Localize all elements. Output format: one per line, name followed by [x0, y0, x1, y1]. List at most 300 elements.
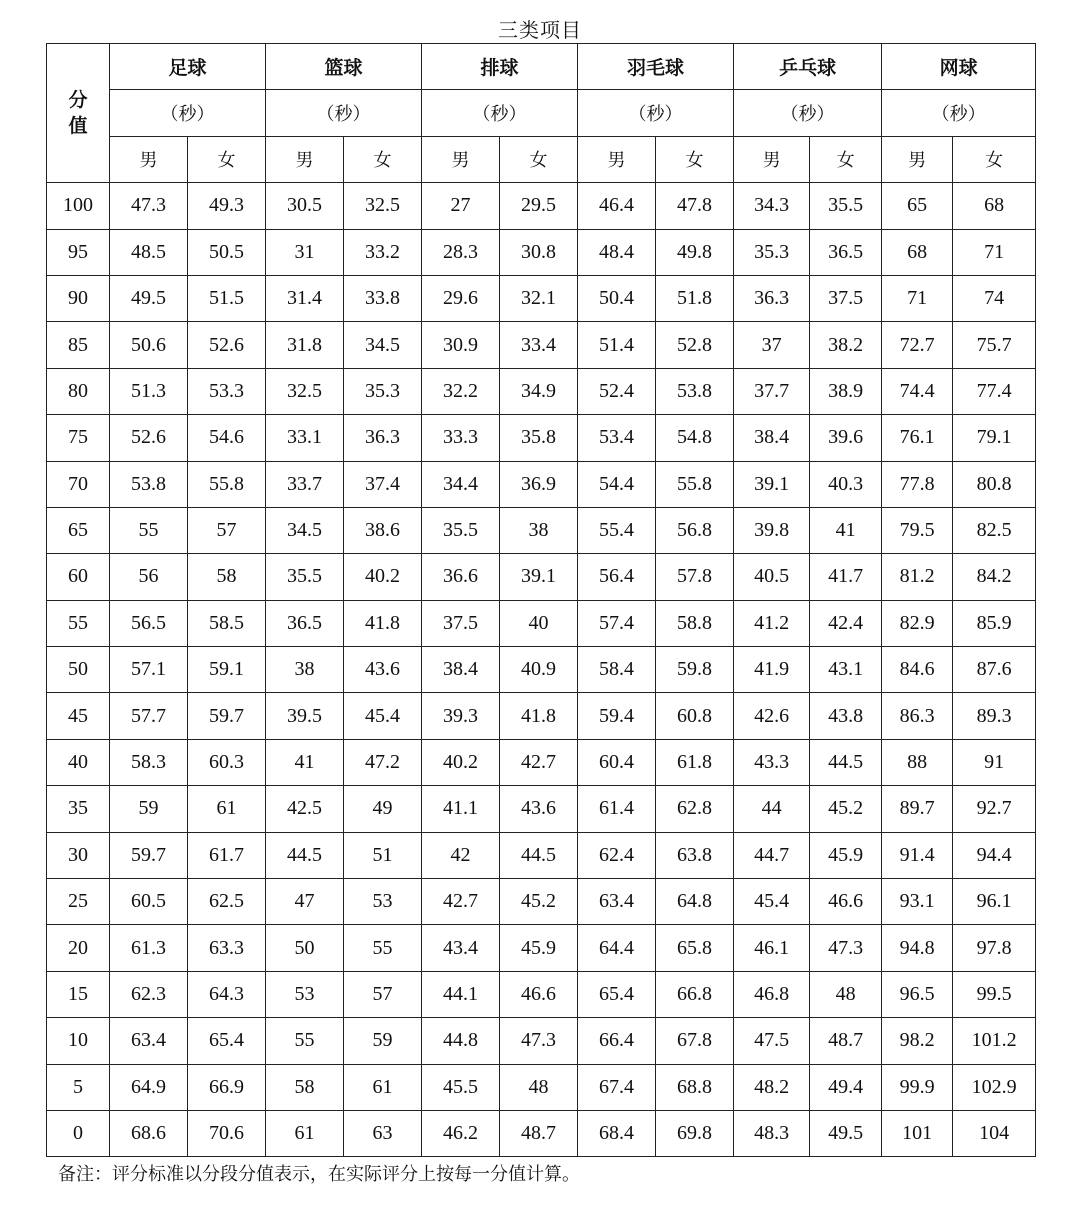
time-cell: 81.2	[882, 554, 953, 600]
time-cell: 53	[344, 879, 422, 925]
table-row	[47, 1018, 1036, 1064]
gender-header-female: 女	[500, 136, 578, 182]
score-cell: 45	[47, 693, 110, 739]
time-cell: 89.7	[882, 786, 953, 832]
score-cell: 40	[47, 739, 110, 785]
time-cell: 46.8	[734, 971, 810, 1017]
table-row	[47, 1110, 1036, 1156]
time-cell: 96.5	[882, 971, 953, 1017]
sport-header-badminton: 羽毛球	[578, 44, 734, 90]
time-cell: 40.9	[500, 647, 578, 693]
time-cell: 40.3	[810, 461, 882, 507]
gender-header-male: 男	[266, 136, 344, 182]
time-cell: 58.3	[110, 739, 188, 785]
time-cell: 39.6	[810, 415, 882, 461]
time-cell: 71	[953, 229, 1036, 275]
time-cell: 60.3	[188, 739, 266, 785]
table-row	[47, 507, 1036, 553]
sport-header-basketball: 篮球	[266, 44, 422, 90]
time-cell: 45.2	[500, 879, 578, 925]
time-cell: 49.4	[810, 1064, 882, 1110]
table-row	[47, 647, 1036, 693]
time-cell: 66.8	[656, 971, 734, 1017]
time-cell: 45.5	[422, 1064, 500, 1110]
time-cell: 38.6	[344, 507, 422, 553]
time-cell: 36.3	[734, 275, 810, 321]
score-cell: 5	[47, 1064, 110, 1110]
time-cell: 77.4	[953, 368, 1036, 414]
score-cell: 15	[47, 971, 110, 1017]
time-cell: 71	[882, 275, 953, 321]
time-cell: 53.3	[188, 368, 266, 414]
time-cell: 54.4	[578, 461, 656, 507]
time-cell: 34.5	[266, 507, 344, 553]
time-cell: 61	[188, 786, 266, 832]
time-cell: 36.9	[500, 461, 578, 507]
time-cell: 56.8	[656, 507, 734, 553]
time-cell: 53.8	[656, 368, 734, 414]
sport-header-volleyball: 排球	[422, 44, 578, 90]
time-cell: 47.3	[110, 183, 188, 229]
time-cell: 29.6	[422, 275, 500, 321]
time-cell: 67.8	[656, 1018, 734, 1064]
footnote: 备注：评分标准以分段分值表示，在实际评分上按每一分值计算。	[58, 1164, 580, 1185]
time-cell: 34.3	[734, 183, 810, 229]
time-cell: 51.5	[188, 275, 266, 321]
time-cell: 99.9	[882, 1064, 953, 1110]
time-cell: 48.7	[500, 1110, 578, 1156]
time-cell: 89.3	[953, 693, 1036, 739]
time-cell: 61.3	[110, 925, 188, 971]
time-cell: 37.5	[422, 600, 500, 646]
time-cell: 37.7	[734, 368, 810, 414]
table-row	[47, 368, 1036, 414]
time-cell: 38	[266, 647, 344, 693]
time-cell: 101	[882, 1110, 953, 1156]
time-cell: 33.7	[266, 461, 344, 507]
table-row	[47, 693, 1036, 739]
time-cell: 40	[500, 600, 578, 646]
time-cell: 43.1	[810, 647, 882, 693]
time-cell: 42.5	[266, 786, 344, 832]
score-cell: 50	[47, 647, 110, 693]
time-cell: 38.4	[734, 415, 810, 461]
time-cell: 49	[344, 786, 422, 832]
table-row	[47, 971, 1036, 1017]
time-cell: 50.5	[188, 229, 266, 275]
time-cell: 63.8	[656, 832, 734, 878]
table-row	[47, 925, 1036, 971]
time-cell: 43.6	[500, 786, 578, 832]
table-row	[47, 275, 1036, 321]
time-cell: 40.2	[422, 739, 500, 785]
time-cell: 43.8	[810, 693, 882, 739]
score-cell: 95	[47, 229, 110, 275]
time-cell: 67.4	[578, 1064, 656, 1110]
time-cell: 65.8	[656, 925, 734, 971]
time-cell: 55.8	[188, 461, 266, 507]
gender-header-male: 男	[422, 136, 500, 182]
time-cell: 36.6	[422, 554, 500, 600]
time-cell: 33.8	[344, 275, 422, 321]
time-cell: 66.9	[188, 1064, 266, 1110]
time-cell: 51.3	[110, 368, 188, 414]
gender-header-female: 女	[810, 136, 882, 182]
time-cell: 41.8	[344, 600, 422, 646]
score-cell: 20	[47, 925, 110, 971]
time-cell: 55.8	[656, 461, 734, 507]
time-cell: 63.4	[578, 879, 656, 925]
time-cell: 86.3	[882, 693, 953, 739]
score-column-header	[47, 44, 110, 183]
time-cell: 59.7	[110, 832, 188, 878]
time-cell: 29.5	[500, 183, 578, 229]
time-cell: 62.3	[110, 971, 188, 1017]
time-cell: 101.2	[953, 1018, 1036, 1064]
time-cell: 57	[188, 507, 266, 553]
time-cell: 42	[422, 832, 500, 878]
time-cell: 60.4	[578, 739, 656, 785]
time-cell: 30.5	[266, 183, 344, 229]
time-cell: 44.1	[422, 971, 500, 1017]
time-cell: 62.5	[188, 879, 266, 925]
time-cell: 65	[882, 183, 953, 229]
time-cell: 32.5	[344, 183, 422, 229]
table-header	[47, 44, 1036, 183]
time-cell: 63.3	[188, 925, 266, 971]
time-cell: 44.8	[422, 1018, 500, 1064]
gender-header-male: 男	[734, 136, 810, 182]
score-cell: 0	[47, 1110, 110, 1156]
score-cell: 10	[47, 1018, 110, 1064]
time-cell: 36.5	[810, 229, 882, 275]
time-cell: 39.5	[266, 693, 344, 739]
time-cell: 47.8	[656, 183, 734, 229]
time-cell: 97.8	[953, 925, 1036, 971]
time-cell: 43.3	[734, 739, 810, 785]
time-cell: 37.4	[344, 461, 422, 507]
time-cell: 75.7	[953, 322, 1036, 368]
table-row	[47, 739, 1036, 785]
time-cell: 35.3	[344, 368, 422, 414]
time-cell: 65.4	[188, 1018, 266, 1064]
time-cell: 52.8	[656, 322, 734, 368]
time-cell: 39.1	[734, 461, 810, 507]
time-cell: 46.2	[422, 1110, 500, 1156]
time-cell: 42.7	[422, 879, 500, 925]
sport-header-football: 足球	[110, 44, 266, 90]
score-cell: 75	[47, 415, 110, 461]
time-cell: 57.8	[656, 554, 734, 600]
time-cell: 33.3	[422, 415, 500, 461]
time-cell: 33.1	[266, 415, 344, 461]
time-cell: 59.8	[656, 647, 734, 693]
time-cell: 59	[110, 786, 188, 832]
time-cell: 94.4	[953, 832, 1036, 878]
time-cell: 48	[500, 1064, 578, 1110]
time-cell: 61.8	[656, 739, 734, 785]
time-cell: 58.4	[578, 647, 656, 693]
time-cell: 35.5	[266, 554, 344, 600]
table-body	[47, 183, 1036, 1157]
time-cell: 41.1	[422, 786, 500, 832]
time-cell: 35.5	[810, 183, 882, 229]
score-cell: 25	[47, 879, 110, 925]
time-cell: 53	[266, 971, 344, 1017]
table-row	[47, 461, 1036, 507]
time-cell: 41	[810, 507, 882, 553]
table-row	[47, 832, 1036, 878]
time-cell: 64.9	[110, 1064, 188, 1110]
unit-header: （秒）	[578, 90, 734, 136]
time-cell: 41.8	[500, 693, 578, 739]
score-table	[46, 43, 1036, 1157]
table-row	[47, 600, 1036, 646]
time-cell: 55	[110, 507, 188, 553]
time-cell: 98.2	[882, 1018, 953, 1064]
time-cell: 36.3	[344, 415, 422, 461]
time-cell: 47.5	[734, 1018, 810, 1064]
time-cell: 41.2	[734, 600, 810, 646]
time-cell: 34.4	[422, 461, 500, 507]
time-cell: 76.1	[882, 415, 953, 461]
time-cell: 37	[734, 322, 810, 368]
sport-header-table-tennis: 乒乓球	[734, 44, 882, 90]
gender-header-row	[47, 136, 1036, 182]
time-cell: 41.9	[734, 647, 810, 693]
time-cell: 84.6	[882, 647, 953, 693]
time-cell: 56.5	[110, 600, 188, 646]
time-cell: 46.4	[578, 183, 656, 229]
time-cell: 31.4	[266, 275, 344, 321]
time-cell: 42.7	[500, 739, 578, 785]
time-cell: 30.9	[422, 322, 500, 368]
time-cell: 50.6	[110, 322, 188, 368]
gender-header-female: 女	[344, 136, 422, 182]
time-cell: 56	[110, 554, 188, 600]
time-cell: 44.5	[266, 832, 344, 878]
time-cell: 68.6	[110, 1110, 188, 1156]
time-cell: 33.4	[500, 322, 578, 368]
time-cell: 65.4	[578, 971, 656, 1017]
time-cell: 66.4	[578, 1018, 656, 1064]
time-cell: 45.4	[344, 693, 422, 739]
time-cell: 48.5	[110, 229, 188, 275]
time-cell: 45.9	[500, 925, 578, 971]
time-cell: 57.4	[578, 600, 656, 646]
time-cell: 47.2	[344, 739, 422, 785]
time-cell: 72.7	[882, 322, 953, 368]
time-cell: 48.3	[734, 1110, 810, 1156]
time-cell: 35.8	[500, 415, 578, 461]
table-row	[47, 1064, 1036, 1110]
time-cell: 80.8	[953, 461, 1036, 507]
time-cell: 53.4	[578, 415, 656, 461]
unit-header: （秒）	[734, 90, 882, 136]
time-cell: 82.5	[953, 507, 1036, 553]
time-cell: 42.4	[810, 600, 882, 646]
table-row	[47, 322, 1036, 368]
time-cell: 49.3	[188, 183, 266, 229]
time-cell: 74.4	[882, 368, 953, 414]
time-cell: 91.4	[882, 832, 953, 878]
time-cell: 30.8	[500, 229, 578, 275]
time-cell: 61.4	[578, 786, 656, 832]
time-cell: 62.4	[578, 832, 656, 878]
time-cell: 55	[266, 1018, 344, 1064]
time-cell: 59	[344, 1018, 422, 1064]
time-cell: 31	[266, 229, 344, 275]
time-cell: 57.1	[110, 647, 188, 693]
time-cell: 54.6	[188, 415, 266, 461]
time-cell: 44.7	[734, 832, 810, 878]
time-cell: 79.5	[882, 507, 953, 553]
time-cell: 62.8	[656, 786, 734, 832]
time-cell: 43.6	[344, 647, 422, 693]
time-cell: 48	[810, 971, 882, 1017]
time-cell: 61	[344, 1064, 422, 1110]
time-cell: 38.2	[810, 322, 882, 368]
time-cell: 35.5	[422, 507, 500, 553]
table-row	[47, 229, 1036, 275]
time-cell: 58.8	[656, 600, 734, 646]
time-cell: 82.9	[882, 600, 953, 646]
unit-header: （秒）	[110, 90, 266, 136]
gender-header-female: 女	[953, 136, 1036, 182]
time-cell: 91	[953, 739, 1036, 785]
time-cell: 37.5	[810, 275, 882, 321]
time-cell: 45.9	[810, 832, 882, 878]
time-cell: 41.7	[810, 554, 882, 600]
time-cell: 52.6	[188, 322, 266, 368]
gender-header-male: 男	[882, 136, 953, 182]
time-cell: 85.9	[953, 600, 1036, 646]
unit-header-row	[47, 90, 1036, 136]
table-title: 三类项目	[498, 18, 582, 42]
time-cell: 49.5	[110, 275, 188, 321]
table-row	[47, 879, 1036, 925]
time-cell: 102.9	[953, 1064, 1036, 1110]
time-cell: 58	[266, 1064, 344, 1110]
time-cell: 50	[266, 925, 344, 971]
time-cell: 55	[344, 925, 422, 971]
time-cell: 32.1	[500, 275, 578, 321]
time-cell: 33.2	[344, 229, 422, 275]
time-cell: 38.9	[810, 368, 882, 414]
time-cell: 40.5	[734, 554, 810, 600]
time-cell: 42.6	[734, 693, 810, 739]
time-cell: 44	[734, 786, 810, 832]
time-cell: 99.5	[953, 971, 1036, 1017]
time-cell: 63	[344, 1110, 422, 1156]
time-cell: 51	[344, 832, 422, 878]
time-cell: 44.5	[500, 832, 578, 878]
sport-header-row	[47, 44, 1036, 90]
score-cell: 60	[47, 554, 110, 600]
score-cell: 65	[47, 507, 110, 553]
unit-header: （秒）	[422, 90, 578, 136]
time-cell: 40.2	[344, 554, 422, 600]
time-cell: 46.6	[500, 971, 578, 1017]
time-cell: 48.7	[810, 1018, 882, 1064]
time-cell: 39.1	[500, 554, 578, 600]
time-cell: 51.4	[578, 322, 656, 368]
time-cell: 61	[266, 1110, 344, 1156]
time-cell: 48.4	[578, 229, 656, 275]
time-cell: 84.2	[953, 554, 1036, 600]
time-cell: 58	[188, 554, 266, 600]
time-cell: 61.7	[188, 832, 266, 878]
time-cell: 88	[882, 739, 953, 785]
time-cell: 57	[344, 971, 422, 1017]
time-cell: 45.2	[810, 786, 882, 832]
time-cell: 60.5	[110, 879, 188, 925]
table-row	[47, 554, 1036, 600]
table-row	[47, 415, 1036, 461]
time-cell: 79.1	[953, 415, 1036, 461]
time-cell: 48.2	[734, 1064, 810, 1110]
score-header-label: 分值	[68, 89, 88, 138]
time-cell: 43.4	[422, 925, 500, 971]
time-cell: 55.4	[578, 507, 656, 553]
time-cell: 52.6	[110, 415, 188, 461]
time-cell: 47.3	[810, 925, 882, 971]
time-cell: 63.4	[110, 1018, 188, 1064]
time-cell: 39.8	[734, 507, 810, 553]
score-cell: 90	[47, 275, 110, 321]
score-cell: 55	[47, 600, 110, 646]
time-cell: 59.1	[188, 647, 266, 693]
time-cell: 28.3	[422, 229, 500, 275]
time-cell: 68	[882, 229, 953, 275]
table-row	[47, 183, 1036, 229]
time-cell: 59.7	[188, 693, 266, 739]
time-cell: 56.4	[578, 554, 656, 600]
time-cell: 68.4	[578, 1110, 656, 1156]
time-cell: 77.8	[882, 461, 953, 507]
time-cell: 45.4	[734, 879, 810, 925]
time-cell: 41	[266, 739, 344, 785]
time-cell: 57.7	[110, 693, 188, 739]
time-cell: 47	[266, 879, 344, 925]
time-cell: 93.1	[882, 879, 953, 925]
time-cell: 54.8	[656, 415, 734, 461]
time-cell: 51.8	[656, 275, 734, 321]
sport-header-tennis: 网球	[882, 44, 1036, 90]
time-cell: 31.8	[266, 322, 344, 368]
time-cell: 53.8	[110, 461, 188, 507]
time-cell: 34.5	[344, 322, 422, 368]
score-cell: 100	[47, 183, 110, 229]
time-cell: 64.8	[656, 879, 734, 925]
time-cell: 60.8	[656, 693, 734, 739]
unit-header: （秒）	[882, 90, 1036, 136]
time-cell: 58.5	[188, 600, 266, 646]
time-cell: 39.3	[422, 693, 500, 739]
time-cell: 49.8	[656, 229, 734, 275]
time-cell: 46.1	[734, 925, 810, 971]
time-cell: 92.7	[953, 786, 1036, 832]
time-cell: 49.5	[810, 1110, 882, 1156]
time-cell: 36.5	[266, 600, 344, 646]
time-cell: 32.2	[422, 368, 500, 414]
gender-header-female: 女	[188, 136, 266, 182]
score-cell: 70	[47, 461, 110, 507]
time-cell: 64.4	[578, 925, 656, 971]
time-cell: 96.1	[953, 879, 1036, 925]
time-cell: 64.3	[188, 971, 266, 1017]
time-cell: 69.8	[656, 1110, 734, 1156]
